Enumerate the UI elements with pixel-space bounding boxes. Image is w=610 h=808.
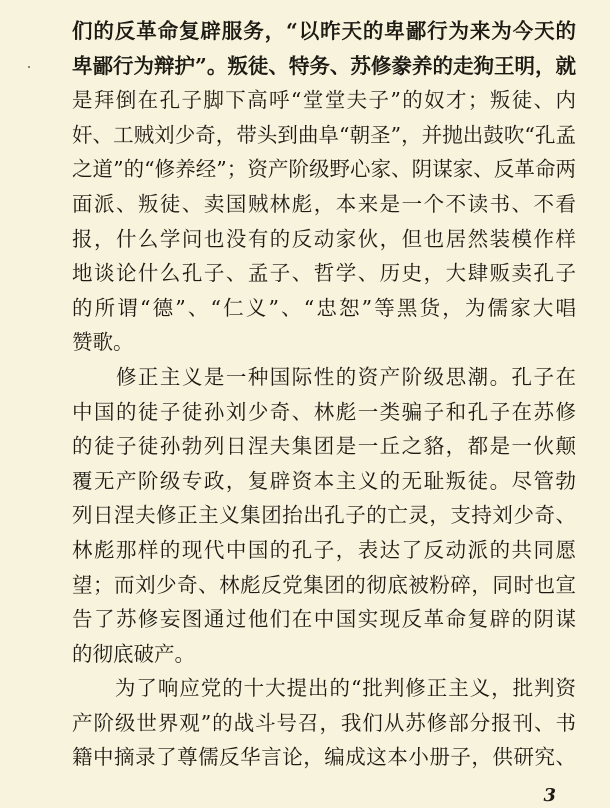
text-line: 是拜倒在孔子脚下高呼“堂堂夫子”的奴才；叛徒、内 — [72, 88, 576, 113]
text-line: 赞歌。 — [72, 330, 134, 355]
text-line: 列日涅夫修正主义集团抬出孔子的亡灵，支持刘少奇、 — [72, 503, 576, 528]
text-line: 报，什么学问也没有的反动家伙，但也居然装模作样 — [72, 226, 576, 251]
paragraph-1 — [72, 14, 576, 360]
text-line: 修正主义是一种国际性的资产阶级思潮。孔子在 — [72, 364, 576, 389]
text-line: 地谈论什么孔子、孟子、哲学、历史，大肆贩卖孔子 — [72, 261, 576, 286]
text-line: 卑鄙行为辩护”。叛徒、特务、苏修豢养的走狗王明，就 — [72, 53, 576, 78]
body-text — [72, 14, 576, 775]
text-line: 奸、工贼刘少奇，带头到曲阜“朝圣”，并抛出鼓吹“孔孟 — [72, 122, 576, 147]
paragraph-2 — [72, 360, 576, 671]
text-line: 林彪那样的现代中国的孔子，表达了反动派的共同愿 — [72, 537, 576, 562]
text-line: 产阶级世界观”的战斗号召，我们从苏修部分报刊、书 — [72, 710, 576, 735]
paragraph-3 — [72, 671, 576, 775]
text-line: 们的反革命复辟服务，“以昨天的卑鄙行为来为今天的 — [72, 19, 576, 43]
text-line: 的所谓“德”、“仁义”、“忠恕”等黑货，为儒家大唱 — [72, 295, 576, 320]
text-line: 的彻底破产。 — [72, 641, 195, 666]
text-line: 中国的徒子徒孙刘少奇、林彪一类骗子和孔子在苏修 — [72, 399, 576, 424]
text-line: 籍中摘录了尊儒反华言论，编成这本小册子，供研究、 — [72, 745, 576, 770]
text-line: 面派、叛徒、卖国贼林彪，本来是一个不读书、不看 — [72, 191, 576, 216]
text-line: 望；而刘少奇、林彪反党集团的彻底被粉碎，同时也宣 — [72, 572, 576, 597]
page-number: 3 — [543, 785, 556, 806]
text-line: 之道”的“修养经”；资产阶级野心家、阴谋家、反革命两 — [72, 157, 576, 182]
text-line: 覆无产阶级专政，复辟资本主义的无耻叛徒。尽管勃 — [72, 468, 576, 493]
text-line: 告了苏修妄图通过他们在中国实现反革命复辟的阴谋 — [72, 607, 576, 632]
text-line: 为了响应党的十大提出的“批判修正主义，批判资 — [72, 676, 576, 701]
scan-speck — [28, 66, 30, 68]
text-line: 的徒子徒孙勃列日涅夫集团是一丘之貉，都是一伙颠 — [72, 434, 576, 459]
